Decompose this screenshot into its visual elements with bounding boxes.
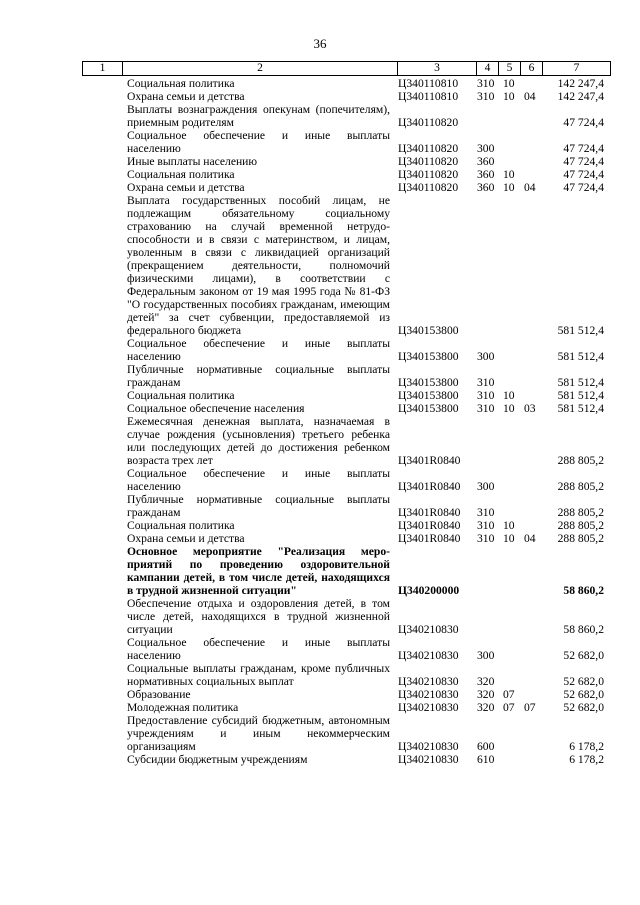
col5-cell: 10 [503,168,515,181]
amount-cell: 288 805,2 [557,480,604,493]
table-row [0,389,640,402]
code-cell: Ц340200000 [398,584,460,597]
row-description: Образование [127,688,191,701]
col4-cell: 310 [477,519,495,532]
table-row [0,181,640,194]
row-description: Социальное обеспечение и иные выплаты населению [127,129,390,155]
row-description: Социальное обеспечение и иные выплаты населению [127,337,390,363]
amount-cell: 6 178,2 [569,740,604,753]
row-description: Охрана семьи и детства [127,90,245,103]
table-row [0,519,640,532]
table-row [0,194,640,337]
row-description: Социальное обеспечение населения [127,402,305,415]
col4-cell: 310 [477,532,495,545]
code-cell: Ц3401R0840 [398,454,461,467]
amount-cell: 142 247,4 [557,77,604,90]
table-row [0,714,640,753]
amount-cell: 288 805,2 [557,506,604,519]
header-col-5: 5 [506,62,513,74]
code-cell: Ц340210830 [398,649,459,662]
col5-cell: 10 [503,519,515,532]
row-description: Молодежная политика [127,701,239,714]
table-row [0,103,640,129]
col4-cell: 310 [477,506,495,519]
col4-cell: 310 [477,389,495,402]
col5-cell: 10 [503,389,515,402]
amount-cell: 6 178,2 [569,753,604,766]
code-cell: Ц340210830 [398,701,459,714]
table-row [0,753,640,766]
code-cell: Ц3401R0840 [398,506,461,519]
row-description: Социальное обеспечение и иные выплаты населению [127,636,390,662]
col4-cell: 300 [477,350,495,363]
table-row [0,415,640,467]
code-cell: Ц340210830 [398,740,459,753]
amount-cell: 47 724,4 [563,142,604,155]
amount-cell: 581 512,4 [557,324,604,337]
row-description: Социальная политика [127,389,235,402]
row-description: Социальное обеспечение и иные выплаты населению [127,467,390,493]
code-cell: Ц340110820 [398,181,459,194]
row-description: Социальные выплаты гражданам, кроме публичных нормативных социальных выплат [127,662,390,688]
col4-cell: 360 [477,181,495,194]
col5-cell: 10 [503,532,515,545]
table-row [0,688,640,701]
row-description: Социальная политика [127,168,235,181]
amount-cell: 58 860,2 [563,584,604,597]
amount-cell: 52 682,0 [563,688,604,701]
table-row [0,493,640,519]
header-col-4: 4 [484,62,491,74]
col6-cell: 04 [524,90,536,103]
table-row [0,363,640,389]
code-cell: Ц3401R0840 [398,532,461,545]
col5-cell: 07 [503,688,515,701]
row-description: Основное мероприятие "Реализация мероприятий по проведению оздоровительной кампании детей, в том числе детей, находящихся в трудной жизненной ситуации" [127,545,390,597]
col5-cell: 07 [503,701,515,714]
code-cell: Ц340110820 [398,116,459,129]
amount-cell: 581 512,4 [557,402,604,415]
row-description: Выплаты вознаграждения опекунам (попечителям), приемным родителям [127,103,390,129]
col4-cell: 310 [477,376,495,389]
amount-cell: 47 724,4 [563,116,604,129]
col4-cell: 320 [477,675,495,688]
col4-cell: 320 [477,701,495,714]
code-cell: Ц340153800 [398,376,459,389]
row-description: Публичные нормативные социальные выплаты гражданам [127,363,390,389]
table-header-row [82,61,611,76]
row-description: Обеспечение отдыха и оздоровления детей, в том числе детей, находящихся в трудной жизненной ситуации [127,597,390,636]
amount-cell: 47 724,4 [563,181,604,194]
code-cell: Ц340210830 [398,675,459,688]
row-description: Иные выплаты населению [127,155,258,168]
amount-cell: 288 805,2 [557,519,604,532]
row-description: Публичные нормативные социальные выплаты гражданам [127,493,390,519]
row-description: Выплата государственных пособий лицам, не подлежащим обязательному социальному страхованию на случай временной нетрудоспособности и в связи с материнством, и лицам, уволенным в связи с ликвидацией организаций (прекращением деятельности, полномочий физическими лицами), в соответствии с Федеральным законом от 19 мая 1995 года № 81-ФЗ "О государственных пособиях гражданам, имеющим детей" за счет субвенции, предоставляемой из федерального бюджета [127,194,390,337]
col5-cell: 10 [503,77,515,90]
col4-cell: 360 [477,155,495,168]
col6-cell: 07 [524,701,536,714]
header-col-1: 1 [99,62,106,74]
header-col-7: 7 [573,62,580,74]
table-row [0,467,640,493]
col5-cell: 10 [503,90,515,103]
header-col-2: 2 [257,62,263,74]
code-cell: Ц340153800 [398,402,459,415]
code-cell: Ц340110820 [398,142,459,155]
col6-cell: 04 [524,181,536,194]
table-row [0,77,640,90]
amount-cell: 581 512,4 [557,389,604,402]
code-cell: Ц340210830 [398,753,459,766]
code-cell: Ц340110820 [398,155,459,168]
row-description: Охрана семьи и детства [127,532,245,545]
table-row [0,337,640,363]
table-row [0,636,640,662]
col4-cell: 610 [477,753,495,766]
col4-cell: 300 [477,142,495,155]
code-cell: Ц3401R0840 [398,480,461,493]
row-description: Ежемесячная денежная выплата, назначаемая в случае рождения (усыновления) третьего ребенка или последующих детей до достижения ребенком возраста трех лет [127,415,390,467]
col4-cell: 310 [477,77,495,90]
table-row [0,90,640,103]
header-col-6: 6 [528,62,535,74]
table-row [0,168,640,181]
amount-cell: 581 512,4 [557,376,604,389]
code-cell: Ц340153800 [398,350,459,363]
row-description: Социальная политика [127,519,235,532]
code-cell: Ц340210830 [398,623,459,636]
table-row [0,597,640,636]
table-row [0,532,640,545]
col5-cell: 10 [503,181,515,194]
amount-cell: 47 724,4 [563,155,604,168]
amount-cell: 142 247,4 [557,90,604,103]
col4-cell: 320 [477,688,495,701]
amount-cell: 52 682,0 [563,649,604,662]
table-row [0,155,640,168]
code-cell: Ц340110810 [398,77,459,90]
amount-cell: 288 805,2 [557,454,604,467]
row-description: Предоставление субсидий бюджетным, автономным учреждениям и иным некоммерческим организациям [127,714,390,753]
col6-cell: 04 [524,532,536,545]
code-cell: Ц340153800 [398,324,459,337]
col4-cell: 310 [477,402,495,415]
code-cell: Ц340153800 [398,389,459,402]
code-cell: Ц3401R0840 [398,519,461,532]
table-row [0,402,640,415]
col4-cell: 300 [477,649,495,662]
row-description: Субсидии бюджетным учреждениям [127,753,308,766]
amount-cell: 47 724,4 [563,168,604,181]
header-col-3: 3 [434,62,440,74]
table-row [0,701,640,714]
amount-cell: 581 512,4 [557,350,604,363]
row-description: Социальная политика [127,77,235,90]
table-row [0,545,640,597]
amount-cell: 58 860,2 [563,623,604,636]
col4-cell: 600 [477,740,495,753]
col4-cell: 310 [477,90,495,103]
table-body [0,77,640,766]
col5-cell: 10 [503,402,515,415]
table-row [0,129,640,155]
amount-cell: 52 682,0 [563,701,604,714]
col4-cell: 300 [477,480,495,493]
col6-cell: 03 [524,402,536,415]
amount-cell: 288 805,2 [557,532,604,545]
code-cell: Ц340210830 [398,688,459,701]
code-cell: Ц340110820 [398,168,459,181]
amount-cell: 52 682,0 [563,675,604,688]
page-number: 36 [313,36,327,51]
code-cell: Ц340110810 [398,90,459,103]
col4-cell: 360 [477,168,495,181]
row-description: Охрана семьи и детства [127,181,245,194]
table-row [0,662,640,688]
